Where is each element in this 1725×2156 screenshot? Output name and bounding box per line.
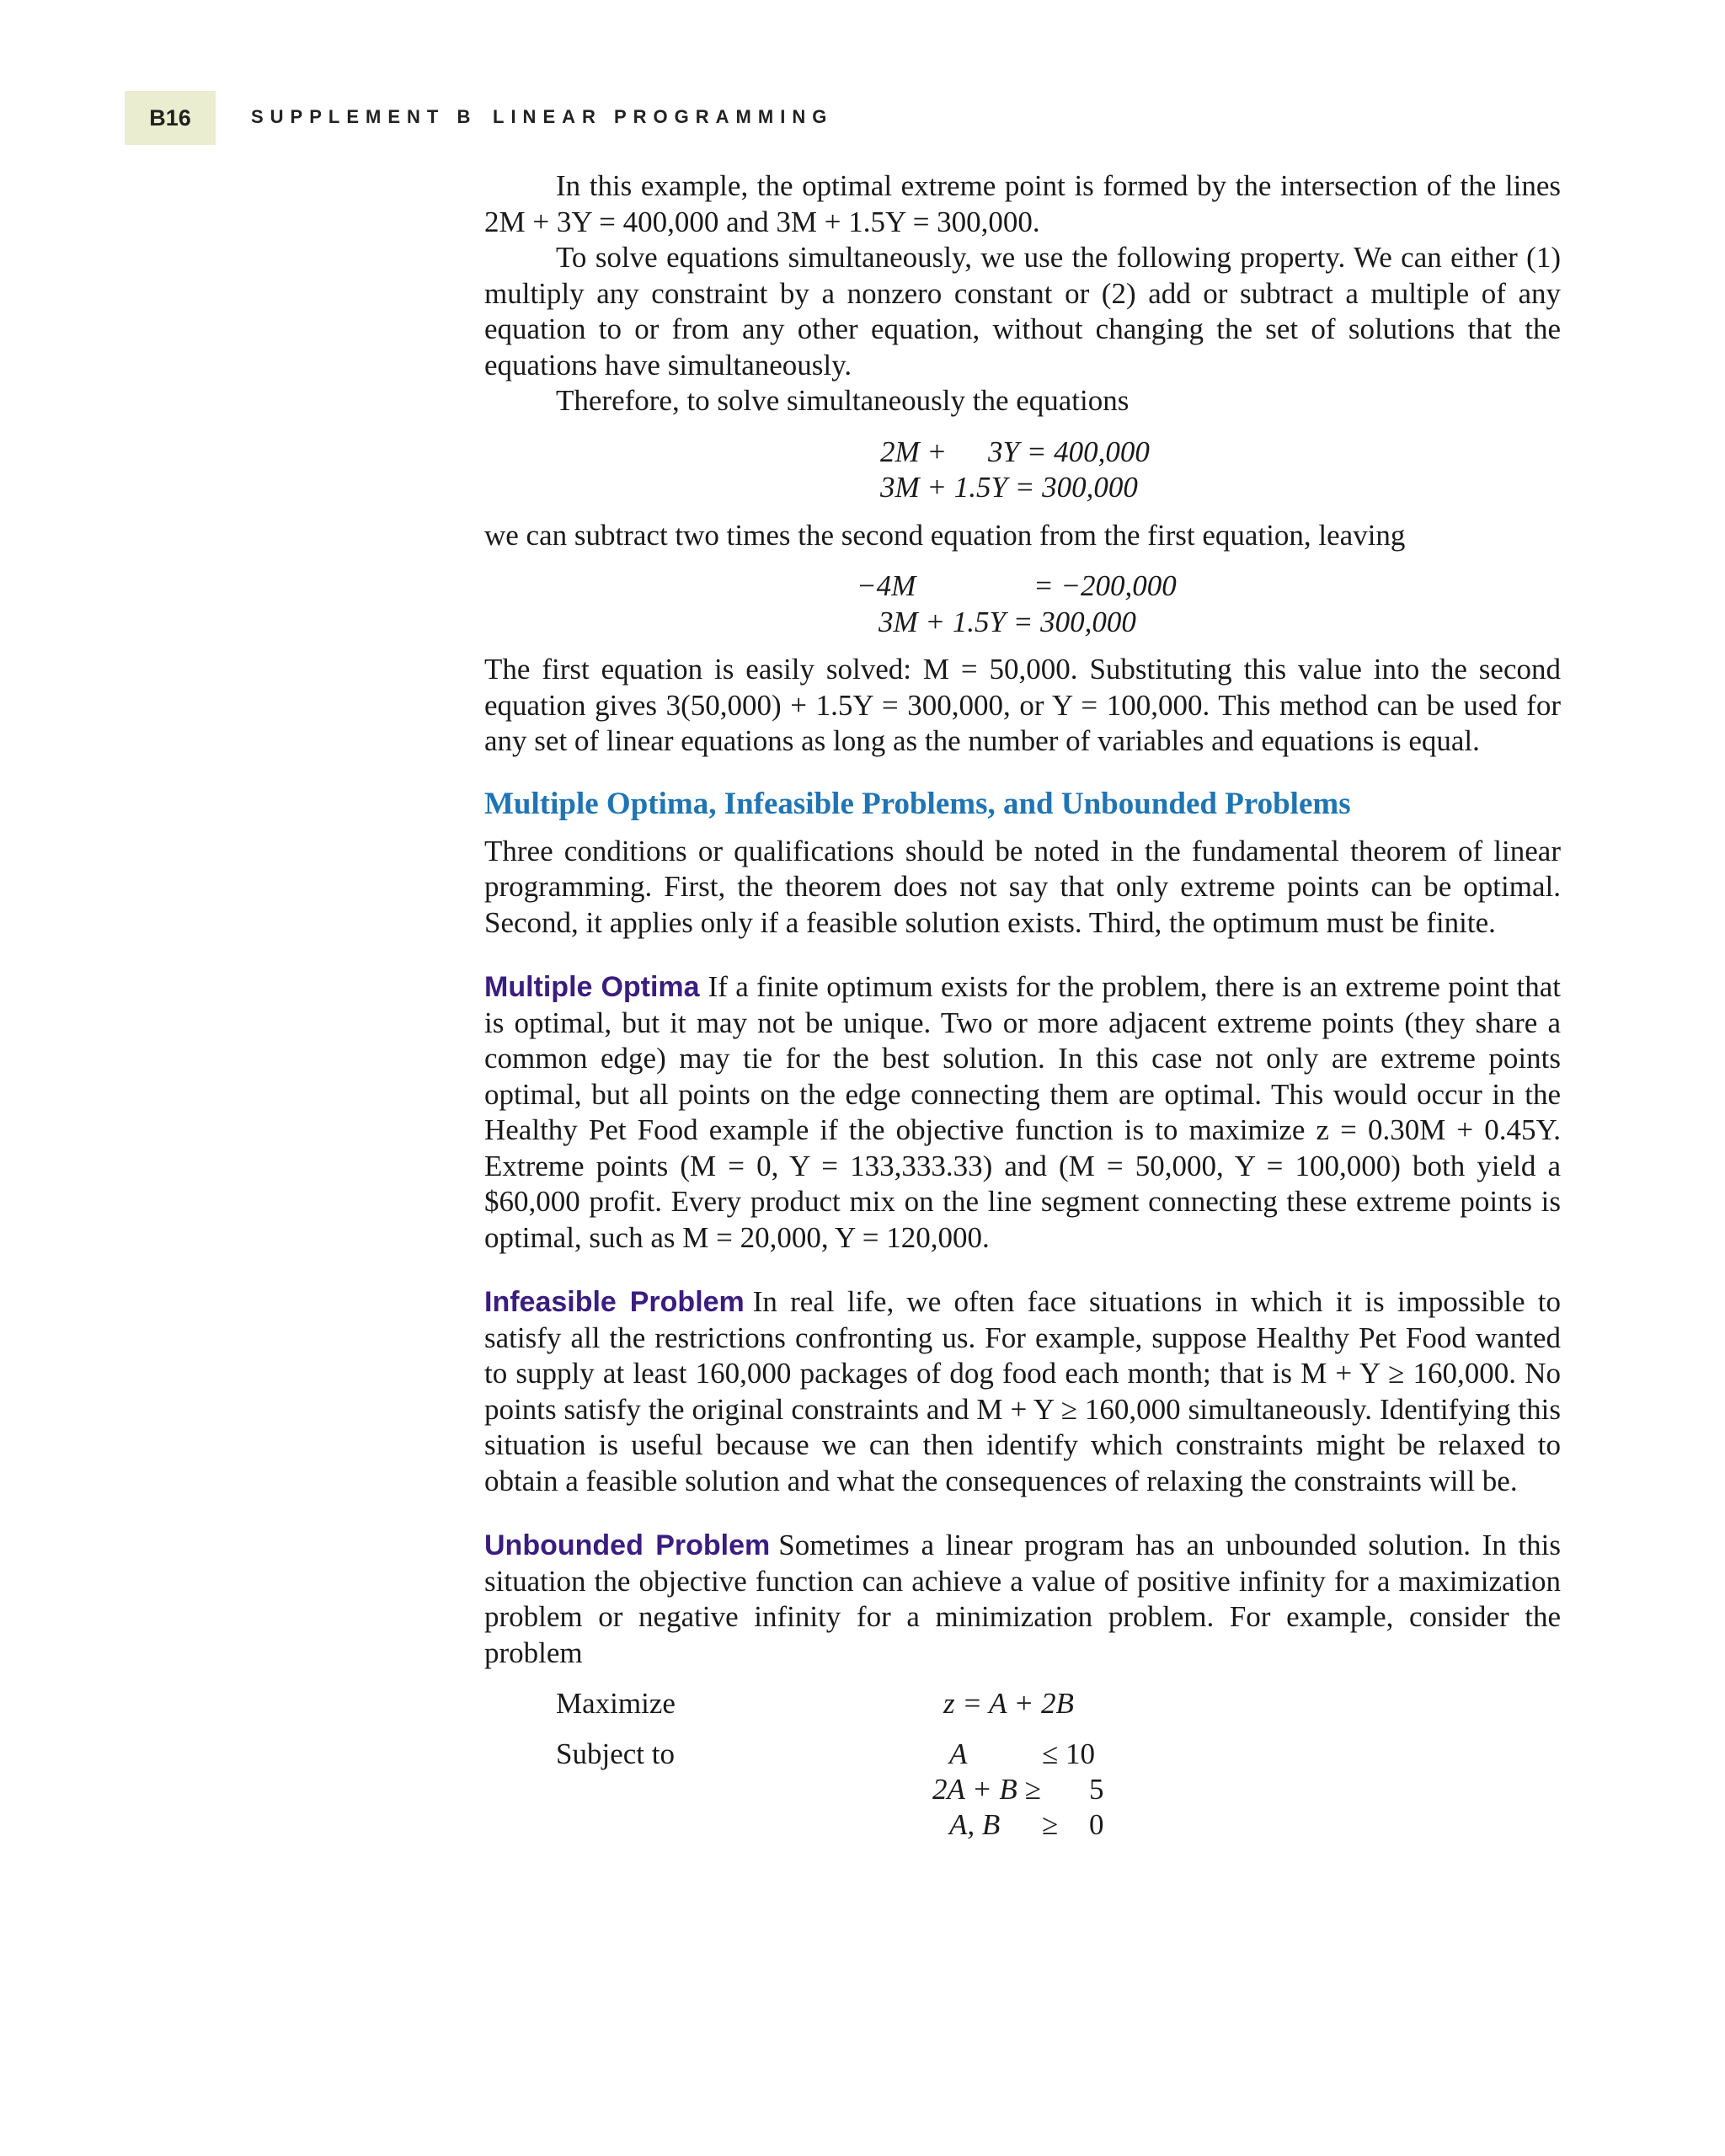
subject-to-label: Subject to (556, 1737, 675, 1770)
paragraph-multiple-optima (484, 969, 1561, 1256)
equation-term: 2M + (880, 435, 948, 468)
equation-term: −4M (857, 569, 916, 602)
paragraph-unbounded (484, 1528, 1561, 1671)
paragraph-infeasible (484, 1284, 1561, 1499)
page-body (484, 168, 1561, 1854)
paragraph-property: To solve equations simultaneously, we use the following property. We can either (1) multiply any constraint by a nonzero constant or (2) add or subtract a multiple of any equation to or from any other equation, without changing the set of solutions that the equations have simultaneously. (484, 241, 1561, 382)
equation-term: 3M + 1.5Y = 300,000 (880, 471, 1138, 504)
run-in-heading-infeasible: Infeasible Problem (484, 1286, 745, 1318)
equation-line (484, 568, 1561, 605)
equation-line (484, 435, 1561, 471)
page-number-badge: B16 (125, 91, 216, 145)
constraint-3-rhs: 0 (1089, 1808, 1104, 1841)
constraint-3-lhs: A, B (949, 1808, 1001, 1841)
equation-set-1 (484, 435, 1561, 506)
constraint-1-rhs: ≤ 10 (1042, 1737, 1095, 1770)
paragraph-subtract: we can subtract two times the second equation from the first equation, leaving (484, 518, 1406, 552)
linear-program-example (484, 1686, 1561, 1854)
constraint-3-relation: ≥ (1042, 1808, 1059, 1841)
constraint-2-lhs: 2A + B ≥ (932, 1773, 1041, 1806)
paragraph-conditions: Three conditions or qualifications should be noted in the fundamental theorem of linear programming. First, the theorem does not say that only extreme points can be optimal. Second, it applies only if a feasible solution exists. Third, the optimum must be finite. (484, 834, 1561, 939)
infeasible-text: In real life, we often face situations in which it is impossible to satisfy all the restrictions confronting us. For example, suppose Healthy Pet Food wanted to supply at least 160,000 packages of dog food each month; that is M + Y ≥ 160,000. No points satisfy the original constraints and M + Y ≥ 160,000 simultaneously. Identifying this situation is useful because we can then identify which constraints might be relaxed to obtain a feasible solution and what the consequences of relaxing the constraints will be. (484, 1285, 1561, 1497)
unbounded-text: Sometimes a linear program has an unbounded solution. In this situation the objective function can achieve a value of positive infinity for a maximization problem or negative infinity for a minimization problem. For example, consider the problem (484, 1529, 1561, 1669)
section-heading: Multiple Optima, Infeasible Problems, and Unbounded Problems (484, 786, 1351, 821)
equation-line (484, 470, 1561, 506)
equation-line (484, 605, 1561, 641)
run-in-heading-multiple-optima: Multiple Optima (484, 971, 700, 1003)
run-in-heading-unbounded: Unbounded Problem (484, 1529, 771, 1561)
equation-term: 3M + 1.5Y = 300,000 (879, 605, 1136, 638)
objective-function: z = A + 2B (943, 1687, 1074, 1720)
maximize-label: Maximize (556, 1687, 676, 1720)
equation-term: = −200,000 (1033, 569, 1177, 602)
paragraph-optimal-point: In this example, the optimal extreme point is formed by the intersection of the lines 2M + 3Y = 400,000 and 3M + 1.5Y = 300,000. (484, 169, 1561, 238)
multiple-optima-text: If a finite optimum exists for the problem, there is an extreme point that is optimal, but it may not be unique. Two or more adjacent extreme points (they share a common edge) may tie for the best solution. In this case not only are extreme points optimal, but all points on the edge connecting them are optimal. This would occur in the Healthy Pet Food example if the objective function is to maximize z = 0.30M + 0.45Y. Extreme points (M = 0, Y = 133,333.33) and (M = 50,000, Y = 100,000) both yield a $60,000 profit. Every product mix on the line segment connecting these extreme points is optimal, such as M = 20,000, Y = 120,000. (484, 970, 1561, 1254)
paragraph-therefore: Therefore, to solve simultaneously the equations (556, 384, 1130, 417)
paragraph-solution: The first equation is easily solved: M = 50,000. Substituting this value into the second equation gives 3(50,000) + 1.5Y = 300,000, or Y = 100,000. This method can be used for any set of linear equations as long as the number of variables and equations is equal. (484, 653, 1561, 757)
running-head-supplement: SUPPLEMENT B (251, 106, 478, 127)
running-head-chapter: LINEAR PROGRAMMING (493, 106, 834, 127)
equation-set-2 (484, 568, 1561, 640)
equation-term: 3Y = 400,000 (988, 435, 1150, 468)
constraint-2-rhs: 5 (1089, 1773, 1104, 1806)
constraint-1-lhs: A (949, 1737, 968, 1770)
